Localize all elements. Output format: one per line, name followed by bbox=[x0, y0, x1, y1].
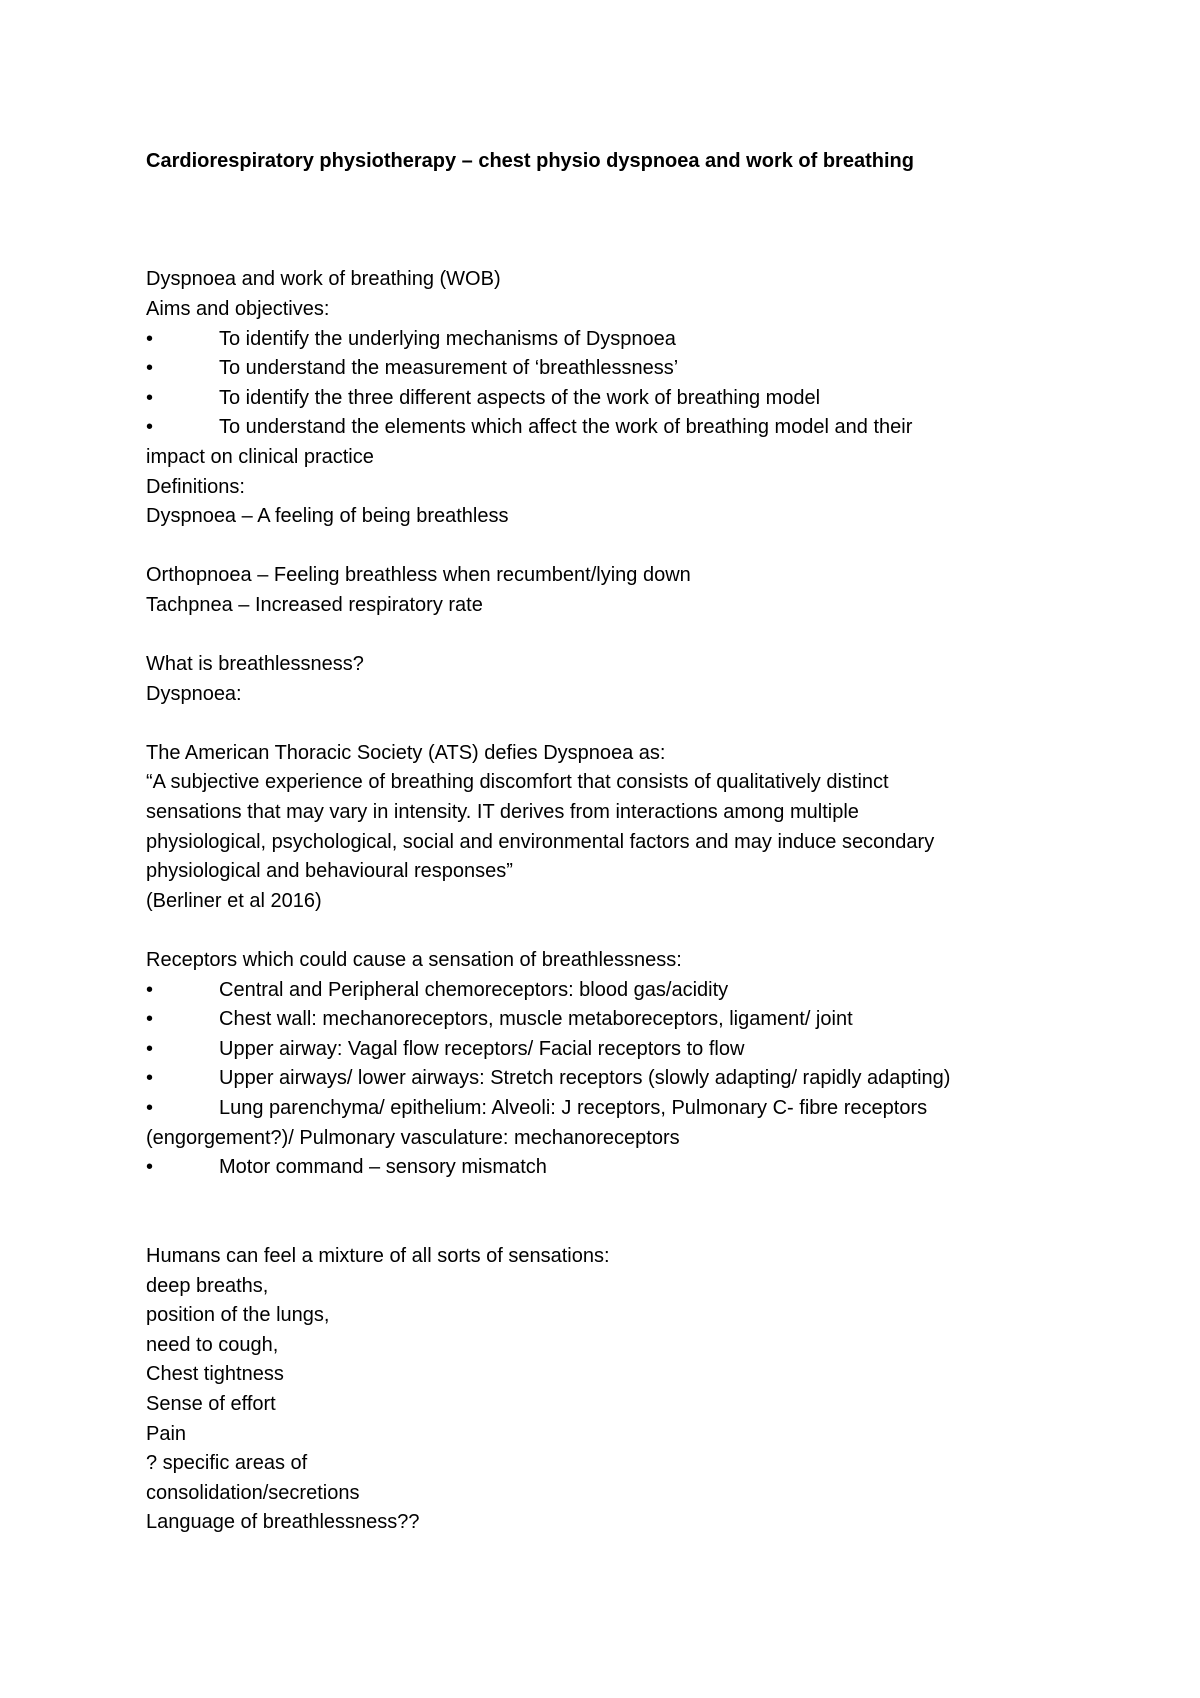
sensation-item: position of the lungs, bbox=[146, 1304, 330, 1327]
ats-intro: The American Thoracic Society (ATS) defies Dyspnoea as: bbox=[146, 741, 666, 764]
aim-item bbox=[146, 384, 1046, 414]
sensations-label: Humans can feel a mixture of all sorts of sensations: bbox=[146, 1244, 610, 1267]
receptor-item bbox=[146, 1153, 1046, 1183]
aim-item bbox=[146, 413, 1046, 443]
spacer bbox=[146, 916, 1046, 946]
receptor-item bbox=[146, 1094, 1046, 1124]
breathlessness-question: What is breathlessness? bbox=[146, 653, 364, 676]
spacer bbox=[146, 1183, 1046, 1213]
definition-orthopnoea: Orthopnoea – Feeling breathless when recumbent/lying down bbox=[146, 564, 691, 587]
ats-quote-line: sensations that may vary in intensity. IT derives from interactions among multiple bbox=[146, 801, 859, 824]
receptor-text: Lung parenchyma/ epithelium: Alveoli: J receptors, Pulmonary C- fibre receptors bbox=[219, 1097, 928, 1119]
ats-quote-line: physiological and behavioural responses” bbox=[146, 860, 513, 883]
receptor-continuation: (engorgement?)/ Pulmonary vasculature: mechanoreceptors bbox=[146, 1126, 680, 1149]
spacer bbox=[146, 177, 1046, 207]
section-heading-dyspnoea-wob: Dyspnoea and work of breathing (WOB) bbox=[146, 268, 501, 291]
receptor-text: Upper airway: Vagal flow receptors/ Facial receptors to flow bbox=[219, 1037, 745, 1060]
receptor-item bbox=[146, 1035, 1046, 1065]
bullet-icon: • bbox=[146, 1037, 154, 1060]
aim-text: To identify the underlying mechanisms of Dyspnoea bbox=[219, 327, 676, 350]
spacer bbox=[146, 532, 1046, 562]
sensation-item: Sense of effort bbox=[146, 1392, 276, 1415]
bullet-icon: • bbox=[146, 357, 154, 380]
bullet-icon: • bbox=[146, 1008, 154, 1031]
aim-item bbox=[146, 354, 1046, 384]
bullet-icon: • bbox=[146, 416, 154, 439]
receptors-label: Receptors which could cause a sensation of breathlessness: bbox=[146, 949, 682, 972]
sensation-item: deep breaths, bbox=[146, 1274, 269, 1297]
receptor-text: Chest wall: mechanoreceptors, muscle metaboreceptors, ligament/ joint bbox=[219, 1008, 853, 1031]
aim-text: To understand the elements which affect the work of breathing model and their bbox=[219, 416, 913, 439]
bullet-icon: • bbox=[146, 386, 154, 409]
receptor-item bbox=[146, 1064, 1046, 1094]
sensation-item: Pain bbox=[146, 1422, 187, 1445]
bullet-icon: • bbox=[146, 1067, 154, 1090]
document-title: Cardiorespiratory physiotherapy – chest physio dyspnoea and work of breathing bbox=[146, 150, 914, 172]
sensation-item: consolidation/secretions bbox=[146, 1481, 360, 1504]
aim-text: To identify the three different aspects of the work of breathing model bbox=[219, 386, 821, 409]
ats-quote-line: physiological, psychological, social and environmental factors and may induce secondary bbox=[146, 830, 935, 853]
dyspnoea-label: Dyspnoea: bbox=[146, 682, 242, 705]
aim-text: To understand the measurement of ‘breathlessness’ bbox=[219, 357, 679, 380]
ats-quote-line: “A subjective experience of breathing discomfort that consists of qualitatively distinct bbox=[146, 771, 889, 794]
definitions-label: Definitions: bbox=[146, 475, 245, 498]
spacer bbox=[146, 206, 1046, 236]
spacer bbox=[146, 621, 1046, 651]
bullet-icon: • bbox=[146, 327, 154, 350]
receptor-text: Central and Peripheral chemoreceptors: blood gas/acidity bbox=[219, 978, 729, 1001]
sensation-item: need to cough, bbox=[146, 1333, 279, 1356]
sensation-item: Language of breathlessness?? bbox=[146, 1511, 420, 1534]
document-body bbox=[146, 147, 1046, 1538]
bullet-icon: • bbox=[146, 978, 154, 1001]
spacer bbox=[146, 236, 1046, 266]
receptor-item bbox=[146, 976, 1046, 1006]
aim-continuation: impact on clinical practice bbox=[146, 445, 374, 468]
sensation-item: ? specific areas of bbox=[146, 1452, 308, 1475]
spacer bbox=[146, 1212, 1046, 1242]
definition-tachpnea: Tachpnea – Increased respiratory rate bbox=[146, 593, 483, 616]
citation: (Berliner et al 2016) bbox=[146, 889, 322, 912]
bullet-icon: • bbox=[146, 1156, 154, 1179]
aims-label: Aims and objectives: bbox=[146, 297, 330, 320]
spacer bbox=[146, 709, 1046, 739]
aim-item bbox=[146, 325, 1046, 355]
receptor-item bbox=[146, 1005, 1046, 1035]
definition-dyspnoea: Dyspnoea – A feeling of being breathless bbox=[146, 505, 509, 528]
receptor-text: Upper airways/ lower airways: Stretch receptors (slowly adapting/ rapidly adapting) bbox=[219, 1067, 951, 1090]
sensation-item: Chest tightness bbox=[146, 1363, 284, 1386]
bullet-icon: • bbox=[146, 1097, 154, 1119]
receptor-text: Motor command – sensory mismatch bbox=[219, 1156, 547, 1179]
